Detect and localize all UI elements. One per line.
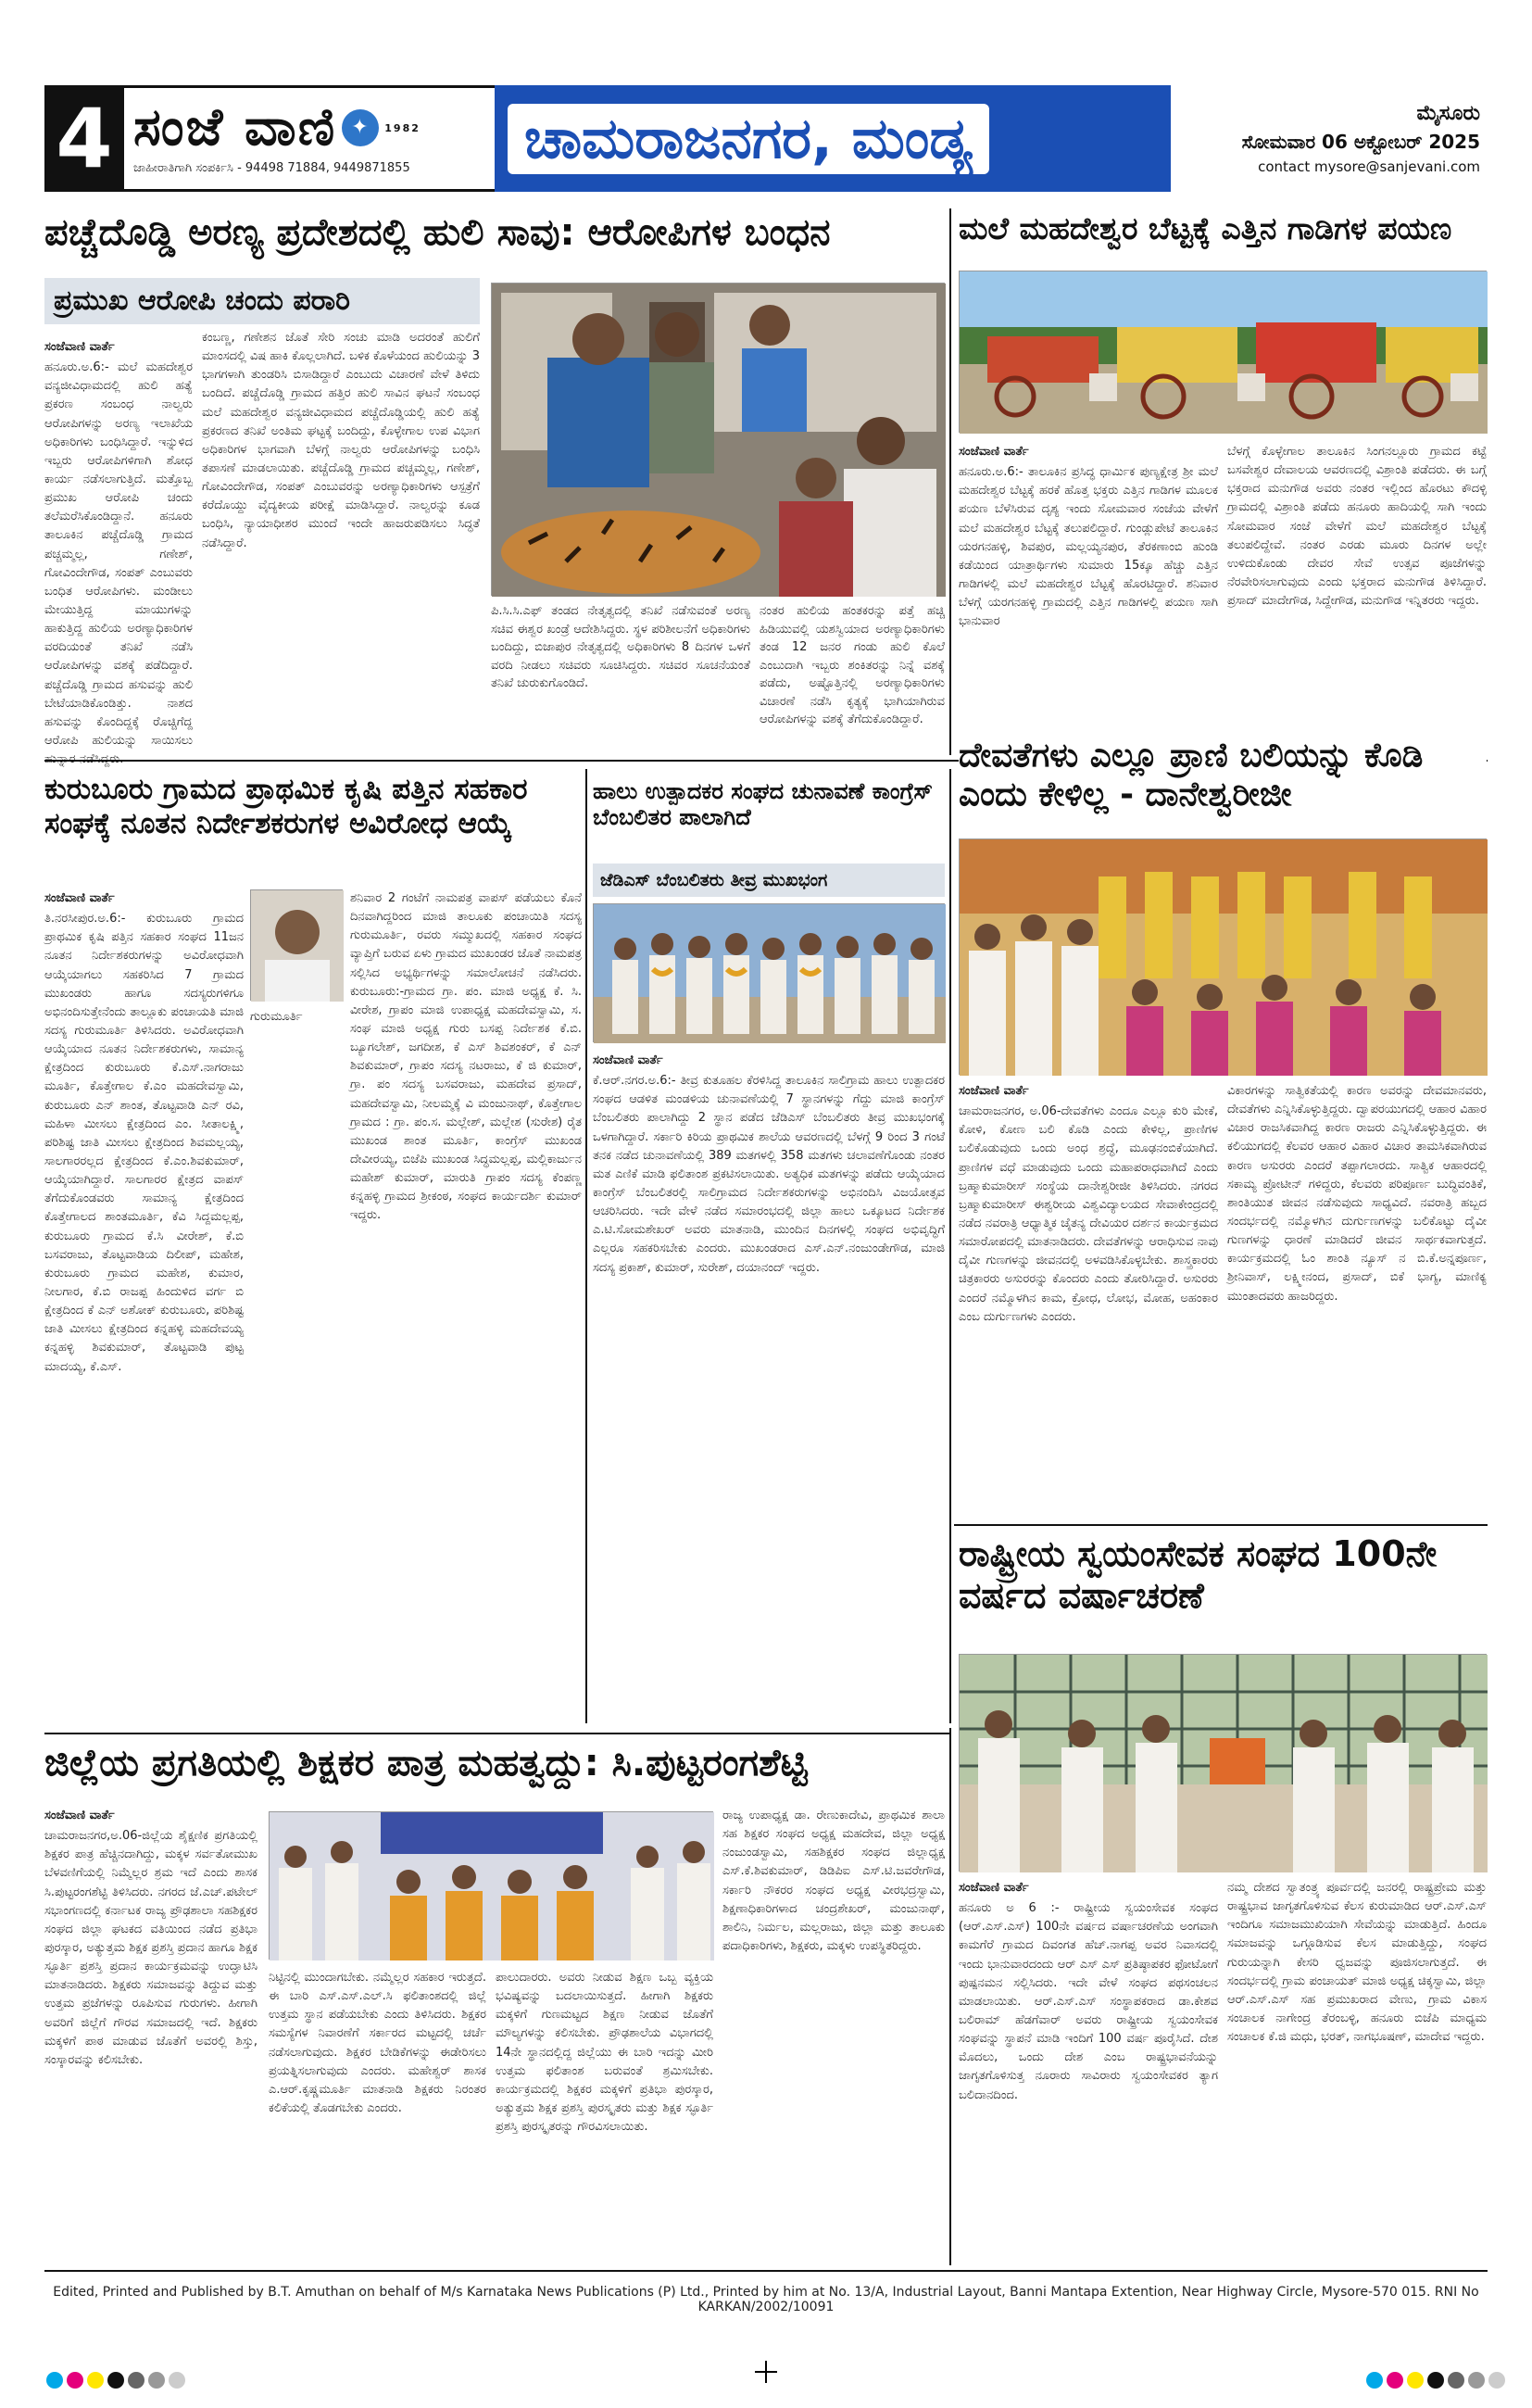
- bullock-column-1: [959, 443, 1218, 749]
- deity-col1-text: ಚಾಮರಾಜನಗರ, ಅ.06-ದೇವತೆಗಳು ಎಂದೂ ಎಲ್ಲೂ ಕುರಿ ಮೇಕೆ, ಕೋಳಿ, ಕೋಣ ಬಲಿ ಕೊಡಿ ಎಂದು ಕೇಳಿಲ್ಲ, ಪ್ರಾಣಿಗಳ ಬಲಿಕೊಡುವುದು ಒಂದು ಅಂಧ ಶ್ರದ್ಧೆ, ಮೂಢನಂಬಿಕೆಯಾಗಿದೆ. ಪ್ರಾಣಿಗಳ ವಧೆ ಮಾಡುವುದು ಒಂದು ಮಹಾಪರಾಧವಾಗಿದೆ ಎಂದು ಬ್ರಹ್ಮಾಕುಮಾರೀಸ್ ಸಂಸ್ಥೆಯ ದಾನೇಶ್ವರೀಜೀ ತಿಳಿಸಿದರು. ನಗರದ ಬ್ರಹ್ಮಾಕುಮಾರೀಸ್ ಈಶ್ವರೀಯ ವಿಶ್ವವಿದ್ಯಾಲಯದ ಸೇವಾಕೇಂದ್ರದಲ್ಲಿ ನಡೆದ ನವರಾತ್ರಿ ಆಧ್ಯಾತ್ಮಿಕ ಚೈತನ್ಯ ದೇವಿಯರ ದರ್ಶನ ಕಾರ್ಯಕ್ರಮದ ಸಮಾರೋಪದಲ್ಲಿ ಮಾತನಾಡಿದರು. ದೇವತೆಗಳನ್ನು ಆರಾಧಿಸುವ ನಾವು ದೈವೀ ಗುಣಗಳನ್ನು ಜೀವನದಲ್ಲಿ ಅಳವಡಿಸಿಕೊಳ್ಳಬೇಕು. ಶಾಸ್ತ್ರಕಾರರು ಚಿತ್ರಕಾರರು ಅಸುರರನ್ನು ಕೊಂದರು ಎಂದು ತೋರಿಸಿದ್ದಾರೆ. ಅಸುರರು ಎಂದರೆ ನಮ್ಮೊಳಗಿನ ಕಾಮ, ಕ್ರೋಧ, ಲೋಭ, ಮೋಹ, ಅಹಂಕಾರ ಎಂಬ ದುರ್ಗುಣಗಳು ಎಂದರು.: [959, 1104, 1218, 1324]
- teachers-column-1: [44, 1807, 257, 2265]
- brand-dove-year: 1982: [384, 121, 421, 134]
- teachers-column-2: [269, 1969, 486, 2265]
- teachers-column-3: [496, 1969, 713, 2265]
- tiger-headline: ಪಚ್ಚೆದೊಡ್ಡಿ ಅರಣ್ಯ ಪ್ರದೇಶದಲ್ಲಿ ಹುಲಿ ಸಾವು: ಆರೋಪಿಗಳ ಬಂಧನ: [44, 211, 831, 254]
- rss-column-1: [959, 1879, 1218, 2266]
- divider-horizontal-3: [44, 1733, 949, 1734]
- brand-block: [124, 85, 495, 192]
- dairy-headline: ಹಾಲು ಉತ್ಪಾದಕರ ಸಂಘದ ಚುನಾವಣೆ ಕಾಂಗ್ರೆಸ್ ಬೆಂಬಲಿತರ ಪಾಲಾಗಿದೆ: [593, 778, 933, 831]
- district-band: [495, 85, 1171, 192]
- tiger-col3-text: ಪಿ.ಸಿ.ಸಿ.ಎಫ್ ತಂಡದ ನೇತೃತ್ವದಲ್ಲಿ ತನಿಖೆ ನಡೆಸುವಂತೆ ಅರಣ್ಯ ಸಚಿವ ಈಶ್ವರ ಖಂಡ್ರೆ ಆದೇಶಿಸಿದ್ದರು. ಸ್ಥಳ ಪರಿಶೀಲನೆಗೆ ಅಧಿಕಾರಿಗಳು ಬಂದಿದ್ದು, ಬಿಜಾಪುರ ನೇತೃತ್ವದಲ್ಲಿ ಅಧಿಕಾರಿಗಳು 8 ದಿನಗಳ ಒಳಗೆ ವರದಿ ನೀಡಲು ಸಚಿವರು ಸೂಚಿಸಿದ್ದರು. ಸಚಿವರ ಸೂಚನೆಯಂತೆ ತನಿಖೆ ಚುರುಕುಗೊಂಡಿದೆ.: [491, 604, 750, 690]
- deity-headline: ದೇವತೆಗಳು ಎಲ್ಲೂ ಪ್ರಾಣಿ ಬಲಿಯನ್ನು ಕೊಡಿ ಎಂದು ಕೇಳಿಲ್ಲ - ದಾನೇಶ್ವರೀಜೀ: [959, 727, 1487, 829]
- edition-city: ಮೈಸೂರು: [1416, 102, 1480, 125]
- tiger-subhead: ಪ್ರಮುಖ ಆರೋಪಿ ಚಂದು ಪರಾರಿ: [54, 284, 350, 318]
- registration-marks-right: [1366, 2372, 1505, 2389]
- imprint-line: Edited, Printed and Published by B.T. Amuthan on behalf of M/s Karnataka News Publications (P) Ltd., Printed by him at No. 13/A, Industrial Layout, Banni Mantapa Extention, Near Highway Circle, Mysore-570 015. RNI No KARKAN/2002/10091: [53, 2285, 1479, 2314]
- tiger-col2-text: ಕಂಬಣ್ಣ, ಗಣೇಶನ ಜೊತೆ ಸೇರಿ ಸಂಚು ಮಾಡಿ ಅದರಂತೆ ಹುಲಿಗೆ ಮಾಂಸದಲ್ಲಿ ವಿಷ ಹಾಕಿ ಕೊಲ್ಲಲಾಗಿದೆ. ಬಳಿಕ ಕೊಳೆಯಂದ ಹುಲಿಯನ್ನು 3 ಭಾಗಗಳಾಗಿ ತುಂಡರಿಸಿ ಬಿಸಾಡಿದ್ದಾರೆ ಎಂಬುದು ವಿಚಾರಣೆ ವೇಳೆ ತಿಳಿದು ಬಂದಿದೆ. ಪಚ್ಚೆದೊಡ್ಡಿ ಗ್ರಾಮದ ಹತ್ತಿರ ಹುಲಿ ಸಾವಿನ ಘಟನೆ ಸಂಬಂಧ ಮಲೆ ಮಹದೇಶ್ವರ ವನ್ಯಜೀವಿಧಾಮದ ಪಚ್ಚೆದೊಡ್ಡಿಯಲ್ಲಿ ಹುಲಿ ಹತ್ಯೆ ಪ್ರಕರಣದ ತನಿಖೆ ಅಂತಿಮ ಘಟ್ಟಕ್ಕೆ ಬಂದಿದ್ದು, ಕೊಳ್ಳೇಗಾಲ ಉಪ ವಿಭಾಗ ಅಧಿಕಾರಿಗಳ ಭಾಗವಾಗಿ ಬೆಳಗ್ಗೆ ನಾಲ್ವರು ಆರೋಪಿಗಳನ್ನು ಬಂಧಿಸಿ ತಪಾಸಣೆ ಮಾಡಲಾಯಿತು. ಪಚ್ಚೆದೊಡ್ಡಿ ಗ್ರಾಮದ ಪಚ್ಚಮ್ಮಲ್ಲ, ಗಣೇಶ್, ಗೋವಿಂದೇಗೌಡ, ಸಂಪತ್ ಎಂಬುವರನ್ನು ಅರಣ್ಯಾಧಿಕಾರಿಗಳು ಆಸ್ಪತ್ರೆಗೆ ಕರೆದೊಯ್ದು ವೈದ್ಯಕೀಯ ಪರೀಕ್ಷೆ ಮಾಡಿಸಿದ್ದಾರೆ. ನಾಲ್ವರನ್ನು ಕೂಡ ಬಂಧಿಸಿ, ನ್ಯಾಯಾಧೀಶರ ಮುಂದೆ ಇಂದೇ ಹಾಜರುಪಡಿಸಲು ಸಿದ್ಧತೆ ನಡೆಸಿದ್ದಾರೆ.: [202, 331, 480, 550]
- dairy-body: [593, 1052, 945, 1723]
- coop-portrait-name: ಗುರುಮೂರ್ತಿ: [250, 1010, 303, 1024]
- rss-byline: ಸಂಜೆವಾಣಿ ವಾರ್ತೆ: [959, 1881, 1029, 1895]
- rss-column-2: [1227, 1879, 1487, 2266]
- tiger-col4-text: ನಂತರ ಹುಲಿಯ ಹಂತಕರನ್ನು ಪತ್ತೆ ಹಚ್ಚಿ ಹಿಡಿಯುವಲ್ಲಿ ಯಶಸ್ವಿಯಾದ ಅರಣ್ಯಾಧಿಕಾರಿಗಳು ತಂಡ 12 ಜನರ ಗಂಡು ಹುಲಿ ಕೊಲೆ ಎಂಬುದಾಗಿ ಇಬ್ಬರು ಶಂಕಿತರನ್ನು ನಿನ್ನೆ ವಶಕ್ಕೆ ಪಡೆದು, ಅಷ್ಟೊತ್ತಿನಲ್ಲಿ ಅರಣ್ಯಾಧಿಕಾರಿಗಳು ವಿಚಾರಣೆ ನಡೆಸಿ ಕೃತ್ಯಕ್ಕೆ ಭಾಗಿಯಾಗಿರುವ ಆರೋಪಿಗಳನ್ನು ವಶಕ್ಕೆ ತೆಗೆದುಕೊಂಡಿದ್ದಾರೆ.: [760, 604, 945, 726]
- rss-photo: [959, 1654, 1487, 1872]
- reg-cyan-dot: [1366, 2372, 1383, 2389]
- brand-tagline: ಜಾಹೀರಾತಿಗಾಗಿ ಸಂಪರ್ಕಿಸಿ - 94498 71884, 9449871855: [133, 161, 410, 175]
- dairy-byline: ಸಂಜೆವಾಣಿ ವಾರ್ತೆ: [593, 1053, 663, 1067]
- coop-portrait-photo: [250, 889, 343, 1001]
- deity-col2-text: ವಿಕಾರಗಳನ್ನು ಸಾತ್ವಿಕತೆಯಲ್ಲಿ ಕಾರಣ ಅವರನ್ನು ದೇವಮಾನವರು, ದೇವತೆಗಳು ಎನ್ನಿಸಿಕೊಳ್ಳುತ್ತಿದ್ದರು. ದ್ವಾಪರಯುಗದಲ್ಲಿ ಆಹಾರ ವಿಹಾರ ವಿಚಾರ ರಾಜಸಿಕವಾಗಿದ್ದ ಕಾರಣ ರಾಜರು ಎನ್ನಿಸಿಕೊಳ್ಳುತ್ತಿದ್ದರು. ಈ ಕಲಿಯುಗದಲ್ಲಿ ಕೆಲವರ ಆಹಾರ ವಿಹಾರ ವಿಚಾರ ತಾಮಸಿಕವಾಗಿರುವ ಕಾರಣ ಅಸುರರು ಎಂದರೆ ತಪ್ಪಾಗಲಾರದು. ಸಾತ್ವಿಕ ಆಹಾರದಲ್ಲಿ ಸಕಾಮ್ಯ ಪ್ರೋಟೀನ್ ಗಳಿದ್ದರು, ಕೆಲವರು ಪರಿಪೂರ್ಣ ಬುದ್ಧಿವಂತಿಕೆ, ಶಾಂತಿಯುತ ಜೀವನ ನಡೆಸುವುದು ಸಾಧ್ಯವಿದೆ. ನವರಾತ್ರಿ ಹಬ್ಬದ ಸಂದರ್ಭದಲ್ಲಿ ನಮ್ಮೊಳಗಿನ ದುರ್ಗುಣಗಳನ್ನು ಬಲಿಕೊಟ್ಟು ದೈವೀ ಗುಣಗಳನ್ನು ಧಾರಣೆ ಮಾಡಿದರೆ ಜೀವನ ಸಾರ್ಥಕವಾಗುತ್ತದೆ. ಕಾರ್ಯಕ್ರಮದಲ್ಲಿ ಓಂ ಶಾಂತಿ ನ್ಯೂಸ್ ನ ಬಿ.ಕೆ.ಅನ್ನಪೂರ್ಣ, ಶ್ರೀನಿವಾಸ್, ಲಕ್ಷ್ಮೀನಂದ, ಪ್ರಸಾದ್, ಬಿಕೆ ಭಾಗ್ಯ, ಮಾಣಿಕ್ಯ ಮುಂತಾದವರು ಹಾಜರಿದ್ದರು.: [1227, 1084, 1487, 1304]
- coop-col1-text: ತಿ.ನರಸೀಪುರ.ಅ.6:- ಕುರುಬೂರು ಗ್ರಾಮದ ಪ್ರಾಥಮಿಕ ಕೃಷಿ ಪತ್ತಿನ ಸಹಕಾರ ಸಂಘದ 11ಜನ ನೂತನ ನಿರ್ದೇಶಕರುಗಳನ್ನು ಅವಿರೋಧವಾಗಿ ಆಯ್ಕೆಯಾಗಲು ಸಹಕರಿಸಿದ 7 ಗ್ರಾಮದ ಮುಖಂಡರು ಹಾಗೂ ಸದಸ್ಯರುಗಳಿಗೂ ಅಭಿನಂದಿಸುತ್ತೇನೆಂದು ತಾಲ್ಲೂಕು ಪಂಚಾಯತಿ ಮಾಜಿ ಸದಸ್ಯ ಗುರುಮೂರ್ತಿ ತಿಳಿಸಿದರು. ಅವಿರೋಧವಾಗಿ ಆಯ್ಕೆಯಾದ ನೂತನ ನಿರ್ದೇಶಕರುಗಳು, ಸಾಮಾನ್ಯ ಕ್ಷೇತ್ರದಿಂದ ಕುರುಬೂರು ಕೆ.ಎಸ್.ನಾಗರಾಜು ಮೂರ್ತಿ, ಕೊತ್ತೇಗಾಲ ಕೆ.ಎಂ ಮಹದೇವಸ್ವಾಮಿ, ಕುರುಬೂರು ಎನ್ ಶಾಂತ, ತೊಟ್ಟವಾಡಿ ಎನ್ ರವಿ, ಮಹಿಳಾ ಮೀಸಲು ಕ್ಷೇತ್ರದಿಂದ ಎಂ. ಸೀತಾಲಕ್ಷ್ಮಿ, ಪರಿಶಿಷ್ಟ ಜಾತಿ ಮೀಸಲು ಕ್ಷೇತ್ರದಿಂದ ಶಿವಮಲ್ಲಯ್ಯ, ಸಾಲಗಾರರಲ್ಲದ ಕ್ಷೇತ್ರದಿಂದ ಕೆ.ಎಂ.ಶಿವಕುಮಾರ್, ಆಯ್ಕೆಯಾಗಿದ್ದಾರೆ. ಸಾಲಗಾರರ ಕ್ಷೇತ್ರದ ವಾಪಸ್ ತೆಗೆದುಕೊಂಡವರು ಸಾಮಾನ್ಯ ಕ್ಷೇತ್ರದಿಂದ ಕೊತ್ತೇಗಾಲದ ಶಾಂತಮೂರ್ತಿ, ಕೆವಿ ಸಿದ್ದಮಲ್ಲಪ್ಪ, ಕುರುಬೂರು ಗ್ರಾಮದ ಕೆ.ಸಿ ವೀರೇಶ್, ಕೆ.ಬಿ ಬಸವರಾಜು, ತೊಟ್ಟವಾಡಿಯ ದಿಲೀಪ್, ಮಹೇಶ, ಕುರುಬೂರು ಗ್ರಾಮದ ಮಹೇಶ, ಕುಮಾರ, ನೀಲಗಾರ, ಕೆ.ಬಿ ರಾಜಪ್ಪ ಹಿಂದುಳಿದ ವರ್ಗ ಬಿ ಕ್ಷೇತ್ರದಿಂದ ಕೆ ಎನ್ ಅಶೋಕ್ ಕುರುಬೂರು, ಪರಿಶಿಷ್ಟ ಜಾತಿ ಮೀಸಲು ಕ್ಷೇತ್ರದಿಂದ ಕನ್ನಹಳ್ಳಿ ಮಹದೇವಯ್ಯ ಕನ್ನಹಳ್ಳಿ ಶಿವಕುಮಾರ್, ತೊಟ್ಟವಾಡಿ ಪುಟ್ಟ ಮಾದಯ್ಯ, ಕೆ.ಎಸ್.: [44, 912, 244, 1374]
- dove-logo-icon: ✦: [342, 109, 379, 146]
- tiger-col1-text: ಹನೂರು.ಅ.6:- ಮಲೆ ಮಹದೇಶ್ವರ ವನ್ಯಜೀವಿಧಾಮದಲ್ಲಿ ಹುಲಿ ಹತ್ಯೆ ಪ್ರಕರಣ ಸಂಬಂಧ ನಾಲ್ವರು ಆರೋಪಿಗಳನ್ನು ಅರಣ್ಯ ಇಲಾಖೆಯ ಅಧಿಕಾರಿಗಳು ಬಂಧಿಸಿದ್ದಾರೆ. ಇನ್ನುಳಿದ ಇಬ್ಬರು ಆರೋಪಿಗಳಿಗಾಗಿ ಶೋಧ ಕಾರ್ಯ ನಡೆಸಲಾಗುತ್ತಿದೆ. ಮತ್ತೊಬ್ಬ ಪ್ರಮುಖ ಆರೋಪಿ ಚಂದು ತಲೆಮರೆಸಿಕೊಂಡಿದ್ದಾನೆ. ಹನೂರು ತಾಲೂಕಿನ ಪಚ್ಚೆದೊಡ್ಡಿ ಗ್ರಾಮದ ಪಚ್ಚಮ್ಮಲ್ಲ, ಗಣೇಶ್, ಗೋವಿಂದೇಗೌಡ, ಸಂಪತ್ ಎಂಬುವರು ಬಂಧಿತ ಆರೋಪಿಗಳು. ಮಂಡೀಲು ಮೇಯುತ್ತಿದ್ದ ಮಾಯುಗಳನ್ನು ಹಾಕುತ್ತಿದ್ದ ಹುಲಿಯ ಅರಣ್ಯಾಧಿಕಾರಿಗಳ ವರದಿಯಂತೆ ತನಿಖೆ ನಡೆಸಿ ಆರೋಪಿಗಳನ್ನು ವಶಕ್ಕೆ ಪಡೆದಿದ್ದಾರೆ. ಪಚ್ಚೆದೊಡ್ಡಿ ಗ್ರಾಮದ ಹಸುವನ್ನು ಹುಲಿ ಬೇಟೆಯಾಡಿಕೊಂಡಿತ್ತು. ನಾಶದ ಹಸುವನ್ನು ಕೊಂದಿದ್ದಕ್ಕೆ ರೊಚ್ಚಿಗೆದ್ದ ಆರೋಪಿ ಹುಲಿಯನ್ನು ಸಾಯಿಸಲು: [44, 360, 193, 748]
- tiger-column-4: [760, 602, 945, 750]
- reg-gray-dot: [1468, 2372, 1485, 2389]
- reg-yellow-dot: [1407, 2372, 1424, 2389]
- teachers-col2-text: ನಿಟ್ಟಿನಲ್ಲಿ ಮುಂದಾಗಬೇಕು. ನಮ್ಮೆಲ್ಲರ ಸಹಕಾರ ಇರುತ್ತದೆ. ಈ ಬಾರಿ ಎಸ್.ಎಸ್.ಎಲ್.ಸಿ ಫಲಿತಾಂಶದಲ್ಲಿ ಜಿಲ್ಲೆ ಉತ್ತಮ ಸ್ಥಾನ ಪಡೆಯಬೇಕು ಎಂದು ತಿಳಿಸಿದರು. ಶಿಕ್ಷಕರ ಸಮಸ್ಯೆಗಳ ನಿವಾರಣೆಗೆ ಸರ್ಕಾರದ ಮಟ್ಟದಲ್ಲಿ ಚರ್ಚೆ ನಡೆಸಲಾಗುವುದು. ಶಿಕ್ಷಕರ ಬೇಡಿಕೆಗಳನ್ನು ಈಡೇರಿಸಲು ಪ್ರಯತ್ನಿಸಲಾಗುವುದು ಎಂದರು. ಮಹೇಶ್ವರ್ ಶಾಸಕ ಎ.ಆರ್.ಕೃಷ್ಣಮೂರ್ತಿ ಮಾತನಾಡಿ ಶಿಕ್ಷಕರು ನಿರಂತರ ಕಲಿಕೆಯಲ್ಲಿ ತೊಡಗಬೇಕು ಎಂದರು.: [269, 1971, 486, 2115]
- edition-date: ಸೋಮವಾರ 06 ಅಕ್ಟೋಬರ್ 2025: [1241, 131, 1480, 153]
- reg-gray-dot: [148, 2372, 165, 2389]
- tiger-column-1: [44, 338, 193, 748]
- masthead: [44, 85, 1488, 192]
- reg-magenta-dot: [1387, 2372, 1403, 2389]
- teachers-col1-text: ಚಾಮರಾಜನಗರ,ಅ.06-ಜಿಲ್ಲೆಯ ಶೈಕ್ಷಣಿಕ ಪ್ರಗತಿಯಲ್ಲಿ ಶಿಕ್ಷಕರ ಪಾತ್ರ ಹೆಚ್ಚಿನದಾಗಿದ್ದು, ಮಕ್ಕಳ ಸರ್ವತೋಮುಖ ಬೆಳವಣಿಗೆಯಲ್ಲಿ ನಿಮ್ಮೆಲ್ಲರ ಶ್ರಮ ಇದೆ ಎಂದು ಶಾಸಕ ಸಿ.ಪುಟ್ಟರಂಗಶೆಟ್ಟಿ ತಿಳಿಸಿದರು. ನಗರದ ಜೆ.ಎಚ್.ಪಟೇಲ್ ಸಭಾಂಗಣದಲ್ಲಿ ಕರ್ನಾಟಕ ರಾಜ್ಯ ಪ್ರೌಢಶಾಲಾ ಸಹಶಿಕ್ಷಕರ ಸಂಘದ ಜಿಲ್ಲಾ ಘಟಕದ ವತಿಯಿಂದ ನಡೆದ ಪ್ರತಿಭಾ ಪುರಸ್ಕಾರ, ಅತ್ಯುತ್ತಮ ಶಿಕ್ಷಕ ಪ್ರಶಸ್ತಿ ಪ್ರದಾನ ಹಾಗೂ ಶಿಕ್ಷಕ ಸ್ಫೂರ್ತಿ ಪ್ರಶಸ್ತಿ ಪ್ರದಾನ ಕಾರ್ಯಕ್ರಮವನ್ನು ಉದ್ಘಾಟಿಸಿ ಮಾತನಾಡಿದರು. ಶಿಕ್ಷಕರು ಸಮಾಜವನ್ನು ತಿದ್ದುವ ಮತ್ತು ಉತ್ತಮ ಪ್ರಜೆಗಳನ್ನು ರೂಪಿಸುವ ಗುರುಗಳು. ಹೀಗಾಗಿ ಅವರಿಗೆ ಜಿಲ್ಲೆಗೆ ಗೌರವ ಸಮಾಜದಲ್ಲಿ ಇದೆ. ಶಿಕ್ಷಕರು ಮಕ್ಕಳಿಗೆ ಪಾಠ ಮಾಡುವ ಜೊತೆಗೆ ಅವರಲ್ಲಿ ಶಿಸ್ತು, ಸಂಸ್ಕಾರವನ್ನು ಕಲಿಸಬೇಕು.: [44, 1829, 257, 2067]
- rss-headline: ರಾಷ್ಟ್ರೀಯ ಸ್ವಯಂಸೇವಕ ಸಂಘದ 100ನೇ ವರ್ಷದ ವರ್ಷಾಚರಣೆ: [959, 1533, 1438, 1616]
- divider-vertical-mid-1: [585, 769, 587, 1723]
- dairy-subhead-box: [593, 864, 945, 897]
- bullock-col1-text: ಹನೂರು.ಅ.6:- ತಾಲೂಕಿನ ಪ್ರಸಿದ್ಧ ಧಾರ್ಮಿಕ ಪುಣ್ಯಕ್ಷೇತ್ರ ಶ್ರೀ ಮಲೆ ಮಹದೇಶ್ವರ ಬೆಟ್ಟಕ್ಕೆ ಹರಕೆ ಹೊತ್ತ ಭಕ್ತರು ಎತ್ತಿನ ಗಾಡಿಗಳ ಮೂಲಕ ಪಯಣ ಬೆಳೆಸಿರುವ ದೃಶ್ಯ ಇಂದು ಸೋಮವಾರ ಸಂಜೆಯ ವೇಳೆಗೆ ಮಲೆ ಮಹದೇಶ್ವರ ಬೆಟ್ಟಕ್ಕೆ ತಲುಪಲಿದ್ದಾರೆ. ಗುಂಡ್ಲುಪೇಟೆ ತಾಲೂಕಿನ ಯರಗನಹಳ್ಳಿ, ಶಿವಪುರ, ಮಲ್ಲಯ್ಯನಪುರ, ತೆರಕಣಾಂಬಿ ಹುಂಡಿ ಕಡೆಯಿಂದ ಯಾತ್ರಾರ್ಥಿಗಳು ಸುಮಾರು 15ಕ್ಕೂ ಹೆಚ್ಚು ಎತ್ತಿನ ಗಾಡಿಗಳಲ್ಲಿ ಮಲೆ ಮಹದೇಶ್ವರ ಬೆಟ್ಟಕ್ಕೆ ಹೊರಟಿದ್ದಾರೆ. ಶನಿವಾರ ಬೆಳಗ್ಗೆ ಯರಗನಹಳ್ಳಿ ಗ್ರಾಮದಲ್ಲಿ ಎತ್ತಿನ ಗಾಡಿಗಳಲ್ಲಿ ಪಯಣ ಸಾಗಿ ಭಾನುವಾರ: [959, 465, 1218, 629]
- reg-yellow-dot: [87, 2372, 104, 2389]
- registration-marks-left: [46, 2372, 185, 2389]
- teachers-headline: ಜಿಲ್ಲೆಯ ಪ್ರಗತಿಯಲ್ಲಿ ಶಿಕ್ಷಕರ ಪಾತ್ರ ಮಹತ್ವದ್ದು: ಸಿ.ಪುಟ್ಟರಂಗಶೆಟ್ಟಿ: [44, 1742, 808, 1784]
- edition-contact: contact mysore@sanjevani.com: [1258, 158, 1480, 175]
- deity-photo: [959, 838, 1487, 1075]
- brand-name-row: [133, 97, 485, 158]
- dairy-body-text: ಕೆ.ಆರ್.ನಗರ.ಅ.6:- ತೀವ್ರ ಕುತೂಹಲ ಕೆರಳಿಸಿದ್ದ ತಾಲೂಕಿನ ಸಾಲಿಗ್ರಾಮ ಹಾಲು ಉತ್ಪಾದಕರ ಸಂಘದ ಆಡಳಿತ ಮಂಡಳಿಯ ಚುನಾವಣೆಯಲ್ಲಿ 7 ಸ್ಥಾನಗಳನ್ನು ಗೆದ್ದು ಮಾಜಿ ಕಾಂಗ್ರೆಸ್ ಬೆಂಬಲಿತರು ಪಾಲಾಗಿದ್ದು 2 ಸ್ಥಾನ ಪಡೆದ ಜೆಡಿಎಸ್ ಬೆಂಬಲಿತರು ತೀವ್ರ ಮುಖಭಂಗಕ್ಕೆ ಒಳಗಾಗಿದ್ದಾರೆ. ಸರ್ಕಾರಿ ಕಿರಿಯ ಪ್ರಾಥಮಿಕ ಶಾಲೆಯ ಆವರಣದಲ್ಲಿ ಬೆಳಗ್ಗೆ 9 ರಿಂದ 3 ಗಂಟೆ ತನಕ ನಡೆದ ಚುನಾವಣೆಯಲ್ಲಿ 389 ಮತಗಳಲ್ಲಿ 358 ಮತಗಳು ಚಲಾವಣೆಗೊಂಡು ನಂತರ ಮತ ಎಣಿಕೆ ಮಾಡಿ ಫಲಿತಾಂಶ ಪ್ರಕಟಿಸಲಾಯಿತು. ಅತ್ಯಧಿಕ ಮತಗಳನ್ನು ಪಡೆದು ಆಯ್ಕೆಯಾದ ಕಾಂಗ್ರೆಸ್ ಬೆಂಬಲಿತರಲ್ಲಿ ಸಾಲಿಗ್ರಾಮದ ನಿರ್ದೇಶಕರುಗಳನ್ನು ಅಭಿನಂದಿಸಿ ವಿಜಯೋತ್ಸವ ಆಚರಿಸಿದರು. ಇದೇ ವೇಳೆ ನಡೆದ ಸಮಾರಂಭದಲ್ಲಿ ಜಿಲ್ಲಾ ಹಾಲು ಒಕ್ಕೂಟದ ನಿರ್ದೇಶಕ ಎ.ಟಿ.ಸೋಮಶೇಖರ್ ಅವರು ಮಾತನಾಡಿ, ಮುಂದಿನ ದಿನಗಳಲ್ಲಿ ಸಂಘದ ಅಭಿವೃದ್ಧಿಗೆ ಎಲ್ಲರೂ ಸಹಕರಿಸಬೇಕು ಎಂದರು. ಮುಖಂಡರಾದ ಎಸ್.ಎನ್.ನಂಜುಂಡೇಗೌಡ, ಮಾಜಿ ಸದಸ್ಯ ಪ್ರಕಾಶ್, ಕುಮಾರ್, ಸುರೇಶ್, ದಯಾನಂದ್ ಇದ್ದರು.: [593, 1074, 945, 1275]
- deity-column-1: [959, 1082, 1218, 1518]
- divider-horizontal-2: [954, 1524, 1488, 1526]
- coop-column-1b: [250, 1008, 343, 1027]
- deity-column-2: [1227, 1082, 1487, 1518]
- coop-byline: ಸಂಜೆವಾಣಿ ವಾರ್ತೆ: [44, 891, 115, 905]
- reg-gray-dot: [1488, 2372, 1505, 2389]
- bullock-column-2: [1227, 443, 1487, 749]
- reg-gray-dot: [128, 2372, 144, 2389]
- deity-byline: ಸಂಜೆವಾಣಿ ವಾರ್ತೆ: [959, 1084, 1029, 1098]
- teachers-photo: [269, 1811, 713, 1960]
- tiger-column-3: [491, 602, 750, 750]
- coop-column-1: [44, 889, 244, 1482]
- tiger-photo: [491, 283, 945, 596]
- reg-black-dot: [107, 2372, 124, 2389]
- dairy-subhead: ಜೆಡಿಎಸ್ ಬೆಂಬಲಿತರು ತೀವ್ರ ಮುಖಭಂಗ: [600, 869, 828, 890]
- reg-black-dot: [1427, 2372, 1444, 2389]
- teachers-column-4: [722, 1807, 945, 2265]
- reg-cyan-dot: [46, 2372, 63, 2389]
- rss-col1-text: ಹನೂರು ಅ 6 :- ರಾಷ್ಟ್ರೀಯ ಸ್ವಯಂಸೇವಕ ಸಂಘದ (ಆರ್.ಎಸ್.ಎಸ್) 100ನೇ ವರ್ಷದ ವರ್ಷಾಚರಣೆಯ ಅಂಗವಾಗಿ ಕಾಮಗೆರೆ ಗ್ರಾಮದ ದಿವಂಗತ ಹೆಚ್.ನಾಗಪ್ಪ ಅವರ ನಿವಾಸದಲ್ಲಿ ಇಂದು ಭಾನುವಾರದಂದು ಆರ್ ಎಸ್ ಎಸ್ ಪ್ರತಿಷ್ಠಾಪಕರ ಫೋಟೋಗೆ ಪುಷ್ಪನಮನ ಸಲ್ಲಿಸಿದರು. ಇದೇ ವೇಳೆ ಸಂಘದ ಪಥಸಂಚಲನ ಮಾಡಲಾಯಿತು. ಆರ್.ಎಸ್.ಎಸ್ ಸಂಸ್ಥಾಪಕರಾದ ಡಾ.ಕೇಶವ ಬಲಿರಾಮ್ ಹೆಡಗೆವಾರ್ ಅವರು ರಾಷ್ಟ್ರೀಯ ಸ್ವಯಂಸೇವಕ ಸಂಘವನ್ನು ಸ್ಥಾಪನೆ ಮಾಡಿ ಇಂದಿಗೆ 100 ವರ್ಷ ಪೂರೈಸಿದೆ. ದೇಶ ಮೊದಲು, ಒಂದು ದೇಶ ಎಂಬ ರಾಷ್ಟ್ರಭಾವನೆಯನ್ನು ಜಾಗೃತಗೊಳಿಸುತ್ತ ನೂರಾರು ಸಾವಿರಾರು ಸ್ವಯಂಸೇವಕರ ತ್ಯಾಗ ಬಲಿದಾನದಿಂದ.: [959, 1901, 1218, 2102]
- coop-col2-text: ಶನಿವಾರ 2 ಗಂಟೆಗೆ ನಾಮಪತ್ರ ವಾಪಸ್ ಪಡೆಯಲು ಕೊನೆ ದಿನವಾಗಿದ್ದರಿಂದ ಮಾಜಿ ತಾಲೂಕು ಪಂಚಾಯಿತಿ ಸದಸ್ಯ ಗುರುಮೂರ್ತಿ, ರವರು ಸಮ್ಮುಖದಲ್ಲಿ ಸಹಕಾರ ಸಂಘದ ವ್ಯಾಪ್ತಿಗೆ ಬರುವ ಏಳು ಗ್ರಾಮದ ಮುಖಂಡರ ಜೊತೆ ನಾಮಪತ್ರ ಸಲ್ಲಿಸಿದ ಅಭ್ಯರ್ಥಿಗಳನ್ನು ಸಮಾಲೋಚನೆ ನಡೆಸಿದರು. ಕುರುಬೂರು:-ಗ್ರಾಮದ ಗ್ರಾ. ಪಂ. ಮಾಜಿ ಅಧ್ಯಕ್ಷ ಕೆ. ಸಿ. ವೀರೇಶ, ಗ್ರಾಪಂ ಮಾಜಿ ಉಪಾಧ್ಯಕ್ಷ ಮಹದೇವಸ್ವಾಮಿ, ಸ. ಸಂಘ ಮಾಜಿ ಅಧ್ಯಕ್ಷ ಗುರು ಬಸಪ್ಪ ನಿರ್ದೇಶಕ ಕೆ.ಬಿ. ಬ್ಯೂಗಲೇಶ್, ಜಗದೀಶ, ಕೆ ಎಸ್ ಶಿವಶಂಕರ್, ಕೆ ಎನ್ ಶಿವಕುಮಾರ್, ಗ್ರಾಪಂ ಸದಸ್ಯ ನಟರಾಜು, ಕೆ ಜಿ ಕುಮಾರ್, ಗ್ರಾ. ಪಂ ಸದಸ್ಯ ಬಸವರಾಜು, ಮಹದೇವ ಪ್ರಸಾದ್, ಮಹದೇವಸ್ವಾಮಿ, ನೀಲಮ್ಮಕ್ಕೆ ವಿ ಮಂಜುನಾಥ್, ಕೊತ್ತೇಗಾಲ ಗ್ರಾಮದ : ಗ್ರಾ. ಪಂ.ಸ. ಮಲ್ಲೇಶ್, ಮಲ್ಲೇಶ (ಸುರೇಶ) ರೈತ ಮುಖಂಡ ಶಾಂತ ಮೂರ್ತಿ, ಕಾಂಗ್ರೆಸ್ ಮುಖಂಡ ದೇವೀರಯ್ಯ, ಬಿಜೆಪಿ ಮುಖಂಡ ಸಿದ್ಧಮಲ್ಲಪ್ಪ, ಮಲ್ಲಿಕಾರ್ಜುನ ಮಹೇಶ್ ಕುಮಾರ್, ಮಾರುತಿ ಗ್ರಾಪಂ ಸದಸ್ಯ ಕೆಂಪಣ್ಣ ಕನ್ನಹಳ್ಳಿ ಗ್ರಾಮದ ಶ್ರೀಕಂಠ, ಸಂಘದ ಕಾರ್ಯದರ್ಶಿ ಕುಮಾರ್ ಇದ್ದರು.: [350, 891, 582, 1223]
- reg-magenta-dot: [67, 2372, 83, 2389]
- bullock-byline: ಸಂಜೆವಾಣಿ ವಾರ್ತೆ: [959, 445, 1029, 459]
- bullock-col2-text: ಬೆಳಗ್ಗೆ ಕೊಳ್ಳೇಗಾಲ ತಾಲೂಕಿನ ಸಿಂಗನಲ್ಲೂರು ಗ್ರಾಮದ ಕಟ್ಟೆ ಬಸವೇಶ್ವರ ದೇವಾಲಯ ಆವರಣದಲ್ಲಿ ವಿಶ್ರಾಂತಿ ಪಡೆದರು. ಈ ಬಗ್ಗೆ ಭಕ್ತರಾದ ಮನುಗೌಡ ಅವರು ನಂತರ ಇಲ್ಲಿಂದ ಹೊರಟು ಕೌದಳ್ಳಿ ಗ್ರಾಮದಲ್ಲಿ ವಿಶ್ರಾಂತಿ ಪಡೆದು ಹನೂರು ಹಾದಿಯಲ್ಲಿ ಸಾಗಿ ಇಂದು ಸೋಮವಾರ ಸಂಜೆ ವೇಳೆಗೆ ಮಲೆ ಮಹದೇಶ್ವರ ಬೆಟ್ಟಕ್ಕೆ ತಲುಪಲಿದ್ದೇವೆ. ನಂತರ ಎರಡು ಮೂರು ದಿನಗಳ ಅಲ್ಲೇ ಉಳಿದುಕೊಂಡು ದೇವರ ಸೇವೆ ಉತ್ಸವ ಪೂಜೆಗಳನ್ನು ನೆರವೇರಿಸಲಾಗುವುದು ಎಂದು ಭಕ್ತರಾದ ಮನುಗೌಡ ತಿಳಿಸಿದ್ದಾರೆ. ಪ್ರಸಾದ್ ಮಾದೇಗೌಡ, ಸಿದ್ದೇಗೌಡ, ಮನುಗೌಡ ಇನ್ನಿತರರು ಇದ್ದರು.: [1227, 445, 1487, 609]
- rss-col2-text: ನಮ್ಮ ದೇಶದ ಸ್ವಾತಂತ್ರ್ಯ ಪೂರ್ವದಲ್ಲಿ ಜನರಲ್ಲಿ ರಾಷ್ಟ್ರಪ್ರೇಮ ಮತ್ತು ರಾಷ್ಟ್ರಭಾವ ಜಾಗೃತಗೊಳಿಸುವ ಕೆಲಸ ಕುರುಮಾಡಿದ ಆರ್.ಎಸ್.ಎಸ್ ಇಂದಿಗೂ ಸಮಾಜಮುಖಿಯಾಗಿ ಸೇವೆಯನ್ನು ಮಾಡುತ್ತಿದೆ. ಹಿಂದೂ ಸಮಾಜವನ್ನು ಒಗ್ಗೂಡಿಸುವ ಕೆಲಸ ಮಾಡುತ್ತಿದ್ದು, ಸಂಘದ ಗುರುಯನ್ನಾಗಿ ಕೇಸರಿ ಧ್ವಜವನ್ನು ಪೂಜಿಸಲಾಗುತ್ತದೆ. ಈ ಸಂದರ್ಭದಲ್ಲಿ ಗ್ರಾಮ ಪಂಚಾಯತ್ ಮಾಜಿ ಅಧ್ಯಕ್ಷ ಚಿಕ್ಕಸ್ವಾಮಿ, ಜಿಲ್ಲಾ ಆರ್.ಎಸ್.ಎಸ್ ಸಹ ಪ್ರಮುಖರಾದ ವೇಣು, ಗ್ರಾಮ ವಿಕಾಸ ಸಂಚಾಲಕ ನಾಗೇಂದ್ರ ತೆರಂಬಳ್ಳಿ, ಹನೂರು ಬಿಜೆಪಿ ಮಾಧ್ಯಮ ಸಂಚಾಲಕ ಕೆ.ಜಿ ಮಧು, ಭರತ್, ನಾಗಭೂಷಣ್, ಮಾದೇವ ಇದ್ದರು.: [1227, 1881, 1487, 2045]
- tiger-subhead-box: [44, 278, 480, 324]
- bullock-headline: ಮಲೆ ಮಹದೇಶ್ವರ ಬೆಟ್ಟಕ್ಕೆ ಎತ್ತಿನ ಗಾಡಿಗಳ ಪಯಣ: [959, 210, 1452, 246]
- divider-vertical-top: [949, 208, 951, 755]
- page-number: 4: [44, 85, 124, 192]
- district-title: ಚಾಮರಾಜನಗರ, ಮಂಡ್ಯ: [508, 104, 989, 174]
- teachers-col4-text: ರಾಜ್ಯ ಉಪಾಧ್ಯಕ್ಷ ಡಾ. ರೇಣುಕಾದೇವಿ, ಪ್ರಾಥಮಿಕ ಶಾಲಾ ಸಹ ಶಿಕ್ಷಕರ ಸಂಘದ ಅಧ್ಯಕ್ಷ ಮಹದೇವ, ಜಿಲ್ಲಾ ಅಧ್ಯಕ್ಷ ನಂಜುಂಡಸ್ವಾಮಿ, ಸಹಶಿಕ್ಷಕರ ಸಂಘದ ಜಿಲ್ಲಾಧ್ಯಕ್ಷ ಎಸ್.ಕೆ.ಶಿವಕುಮಾರ್, ಡಿಡಿಪಿಐ ಎಸ್.ಟಿ.ಜವರೇಗೌಡ, ಸರ್ಕಾರಿ ನೌಕರರ ಸಂಘದ ಅಧ್ಯಕ್ಷ ವೀರಭದ್ರಸ್ವಾಮಿ, ಶಿಕ್ಷಣಾಧಿಕಾರಿಗಳಾದ ಚಂದ್ರಶೇಖರ್, ಮಂಜುನಾಥ್, ಶಾಲಿನಿ, ನಿರ್ಮಲ, ಮಲ್ಲರಾಜು, ಜಿಲ್ಲಾ ಮತ್ತು ತಾಲೂಕು ಪದಾಧಿಕಾರಿಗಳು, ಶಿಕ್ಷಕರು, ಮಕ್ಕಳು ಉಪಸ್ಥಿತರಿದ್ದರು.: [722, 1809, 945, 1953]
- tiger-byline: ಸಂಜೆವಾಣಿ ವಾರ್ತೆ: [44, 340, 115, 354]
- registration-crosshair-icon: [755, 2361, 777, 2383]
- bullock-cart-photo: [959, 271, 1487, 433]
- footer-rule: [44, 2270, 1488, 2272]
- divider-vertical-mid-2: [949, 769, 951, 1723]
- teachers-col3-text: ಪಾಲುದಾರರು. ಅವರು ನೀಡುವ ಶಿಕ್ಷಣ ಒಬ್ಬ ವ್ಯಕ್ತಿಯ ಭವಿಷ್ಯವನ್ನು ಬದಲಾಯಿಸುತ್ತದೆ. ಹೀಗಾಗಿ ಶಿಕ್ಷಕರು ಮಕ್ಕಳಿಗೆ ಗುಣಮಟ್ಟದ ಶಿಕ್ಷಣ ನೀಡುವ ಜೊತೆಗೆ ಮೌಲ್ಯಗಳನ್ನು ಕಲಿಸಬೇಕು. ಪ್ರೌಢಶಾಲೆಯ ವಿಭಾಗದಲ್ಲಿ 14ನೇ ಸ್ಥಾನದಲ್ಲಿದ್ದ ಜಿಲ್ಲೆಯು ಈ ಬಾರಿ ಇದನ್ನು ಮೀರಿ ಉತ್ತಮ ಫಲಿತಾಂಶ ಬರುವಂತೆ ಶ್ರಮಿಸಬೇಕು. ಕಾರ್ಯಕ್ರಮದಲ್ಲಿ ಶಿಕ್ಷಕರ ಮಕ್ಕಳಿಗೆ ಪ್ರತಿಭಾ ಪುರಸ್ಕಾರ, ಅತ್ಯುತ್ತಮ ಶಿಕ್ಷಕ ಪ್ರಶಸ್ತಿ ಪುರಸ್ಕೃತರು ಮತ್ತು ಶಿಕ್ಷಕ ಸ್ಫೂರ್ತಿ ಪ್ರಶಸ್ತಿ ಪುರಸ್ಕೃತರನ್ನು ಗೌರವಿಸಲಾಯಿತು.: [496, 1971, 713, 2135]
- teachers-byline: ಸಂಜೆವಾಣಿ ವಾರ್ತೆ: [44, 1809, 115, 1822]
- dairy-photo: [593, 903, 945, 1042]
- reg-gray-dot: [1448, 2372, 1464, 2389]
- tiger-column-2: [202, 329, 480, 681]
- coop-column-2: [350, 889, 582, 1482]
- coop-headline: ಕುರುಬೂರು ಗ್ರಾಮದ ಪ್ರಾಥಮಿಕ ಕೃಷಿ ಪತ್ತಿನ ಸಹಕಾರ ಸಂಘಕ್ಕೆ ನೂತನ ನಿರ್ದೇಶಕರುಗಳ ಅವಿರೋಧ ಆಯ್ಕೆ: [44, 773, 528, 840]
- divider-vertical-bottom: [949, 1728, 951, 2265]
- reg-gray-dot: [169, 2372, 185, 2389]
- brand-name: ಸಂಜೆ ವಾಣಿ: [133, 97, 337, 158]
- edition-info: [1171, 85, 1488, 192]
